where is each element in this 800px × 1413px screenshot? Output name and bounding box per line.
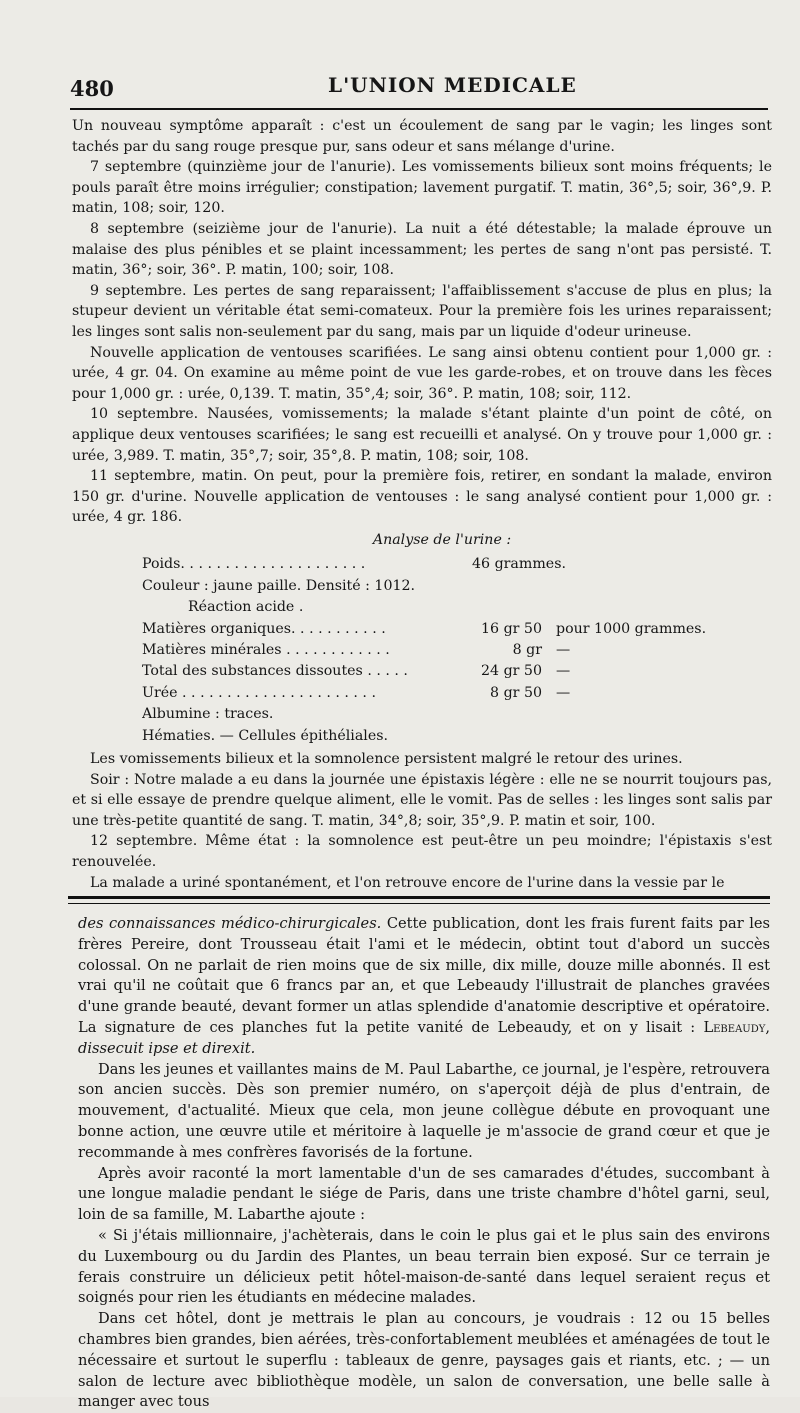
analysis-label: Albumine : traces. [142,706,274,723]
analysis-unit [548,554,782,575]
analysis-label: Matières organiques. . . . . . . . . . . [142,620,386,637]
analysis-row [142,704,782,725]
analysis-unit [548,576,782,597]
paragraph: Les vomissements bilieux et la somnolence persistent malgré le retour des urines. [90,750,683,767]
analysis-title: Analyse de l'urine : [372,531,512,548]
analysis-value [472,726,548,747]
analysis-row [142,726,782,747]
analysis-value [518,597,594,618]
analysis-value: 8 gr [512,642,542,659]
analysis-label: Réaction acide . [188,599,304,616]
analysis-row [142,576,782,597]
analysis-row [142,554,782,575]
feuilleton [78,914,770,1413]
clinical-observation [72,116,772,893]
text-run: Cette publication, dont les frais furent faits par les frères Pereire, dont Trousseau était l'ami et le médecin, obtint tout d'abord un succès colossal. On ne parlait de rien moins que de six mille, dix mille, douze mille abonnés. Il est vrai qu'il ne coûtait que 6 francs par an, et que Lebeaudy l'illustrait de planches gravées d'une grande beauté, devant former un atlas splendide d'anatomie descriptive et opératoire. La signature de ces planches fut la petite vanité de Lebeaudy, et on y lisait : [78,915,770,1036]
analysis-label: Hématies. — Cellules épithéliales. [142,727,389,744]
paragraph: Dans les jeunes et vaillantes mains de M. Paul Labarthe, ce journal, je l'espère, retrouvera son ancien succès. Dès son premier numéro, on s'aperçoit déjà de plus d'entrain, de mouvement, d'actualité. Mieux que cela, mon jeune collègue débute en provoquant une bonne action, une œuvre utile et méritoire à laquelle je m'associe de grand cœur et que je recommande à mes confrères favorisés de la fortune. [78,1060,770,1161]
feuilleton-separator [68,896,770,904]
analysis-row [142,619,782,640]
analysis-label: Couleur : jaune paille. Densité : 1012. [142,577,416,594]
header-rule [70,108,768,110]
analysis-unit: pour 1000 grammes. [556,620,707,637]
analysis-row [142,661,782,682]
analysis-value [472,704,548,725]
analysis-unit [548,726,782,747]
analysis-unit: — [556,642,571,659]
analysis-label: Matières minérales . . . . . . . . . . . . [142,642,390,659]
paragraph: 8 septembre (seizième jour de l'anurie). La nuit a été détestable; la malade éprouve un malaise des plus pénibles et se plaint incessamment; les pertes de sang n'ont pas persisté. T. matin, 36°; soir, 36°. P. matin, 100; soir, 108. [72,220,772,279]
analysis-label: Urée . . . . . . . . . . . . . . . . . . . . . . [142,684,376,701]
paragraph: La malade a uriné spontanément, et l'on retrouve encore de l'urine dans la vessie par le [90,874,725,891]
analysis-unit: — [556,684,571,701]
paragraph: 9 septembre. Les pertes de sang reparaissent; l'affaiblissement s'accuse de plus en plus; la stupeur devient un véritable état semi-comateux. Pour la première fois les urines reparaissent; les linges sont salis non-seulement par du sang, mais par un liquide d'odeur urineuse. [72,282,772,340]
journal-title: L'UNION MEDICALE [328,73,577,97]
paragraph: Nouvelle application de ventouses scarifiées. Le sang ainsi obtenu contient pour 1,000 gr. : urée, 4 gr. 04. On examine au même point de vue les garde-robes, et on trouve dans les fèces pour 1,000 gr. : urée, 0,139. T. matin, 35°,4; soir, 36°. P. matin, 108; soir, 112. [72,344,772,402]
analysis-row [142,683,782,704]
analysis-row [142,640,782,661]
analysis-unit [594,597,782,618]
paragraph [78,914,770,1060]
page-number: 480 [70,76,114,101]
italic-title: des connaissances médico-chirurgicales. [78,915,382,932]
signature: Lebeaudy, [703,1018,770,1036]
paragraph: Soir : Notre malade a eu dans la journée une épistaxis légère : elle ne se nourrit toujours pas, et si elle essaye de prendre quelque aliment, elle le vomit. Pas de selles : les linges sont salis par une très-petite quantité de sang. T. matin, 34°,8; soir, 35°,9. P. matin et soir, 100. [72,771,772,829]
analysis-unit: — [556,663,571,680]
analysis-value: 46 grammes. [472,556,566,573]
page-header [70,72,770,106]
analysis-value [472,576,548,597]
analysis-value: 24 gr 50 [481,663,542,680]
quote-paragraph: Dans cet hôtel, dont je mettrais le plan au concours, je voudrais : 12 ou 15 belles chambres bien grandes, bien aérées, très-confortablement meublées et aménagées de tout le nécessaire et surtout le superflu : tableaux de genre, paysages gais et riants, etc. ; — un salon de lecture avec bibliothèque modèle, un salon de conversation, une belle salle à manger avec tous [78,1310,771,1411]
analysis-row [142,597,782,618]
quote-paragraph: « Si j'étais millionnaire, j'achèterais, dans le coin le plus gai et le plus sain des environs du Luxembourg ou du Jardin des Plantes, un beau terrain bien exposé. Sur ce terrain je ferais construire un délicieux petit hôtel-maison-de-santé dans lequel seraient reçus et soignés pour rien les étudiants en médecine malades. [78,1226,770,1307]
analysis-label: Poids. . . . . . . . . . . . . . . . . . . . . [142,556,366,573]
paragraph: 12 septembre. Même état : la somnolence est peut-être un peu moindre; l'épistaxis s'est renouvelée. [72,833,772,870]
paragraph: Après avoir raconté la mort lamentable d'un de ses camarades d'études, succombant à une longue maladie pendant le siége de Paris, dans une triste chambre d'hôtel garni, seul, loin de sa famille, M. Labarthe ajoute : [78,1164,770,1224]
analysis-value: 16 gr 50 [481,620,542,637]
paragraph: Un nouveau symptôme apparaît : c'est un écoulement de sang par le vagin; les linges sont tachés par du sang rouge presque pur, sans odeur et sans mélange d'urine. [72,118,772,155]
paragraph: 10 septembre. Nausées, vomissements; la malade s'étant plainte d'un point de côté, on applique deux ventouses scarifiées; le sang est recueilli et analysé. On y trouve pour 1,000 gr. : urée, 3,989. T. matin, 35°,7; soir, 35°,8. P. matin, 108; soir, 108. [72,406,772,464]
paragraph: 11 septembre, matin. On peut, pour la première fois, retirer, en sondant la malade, environ 150 gr. d'urine. Nouvelle application de ventouses : le sang analysé contient pour 1,000 gr. : urée, 4 gr. 186. [72,468,772,526]
latin-phrase: dissecuit ipse et direxit. [78,1039,256,1057]
paragraph: 7 septembre (quinzième jour de l'anurie). Les vomissements bilieux sont moins fréquents; le pouls paraît être moins irrégulier; constipation; lavement purgatif. T. matin, 36°,5; soir, 36°,9. P. matin, 108; soir, 120. [72,159,772,217]
analysis-label: Total des substances dissoutes . . . . . [142,663,408,680]
urine-analysis-table [142,554,782,747]
analysis-unit [548,704,782,725]
analysis-value: 8 gr 50 [490,684,542,701]
